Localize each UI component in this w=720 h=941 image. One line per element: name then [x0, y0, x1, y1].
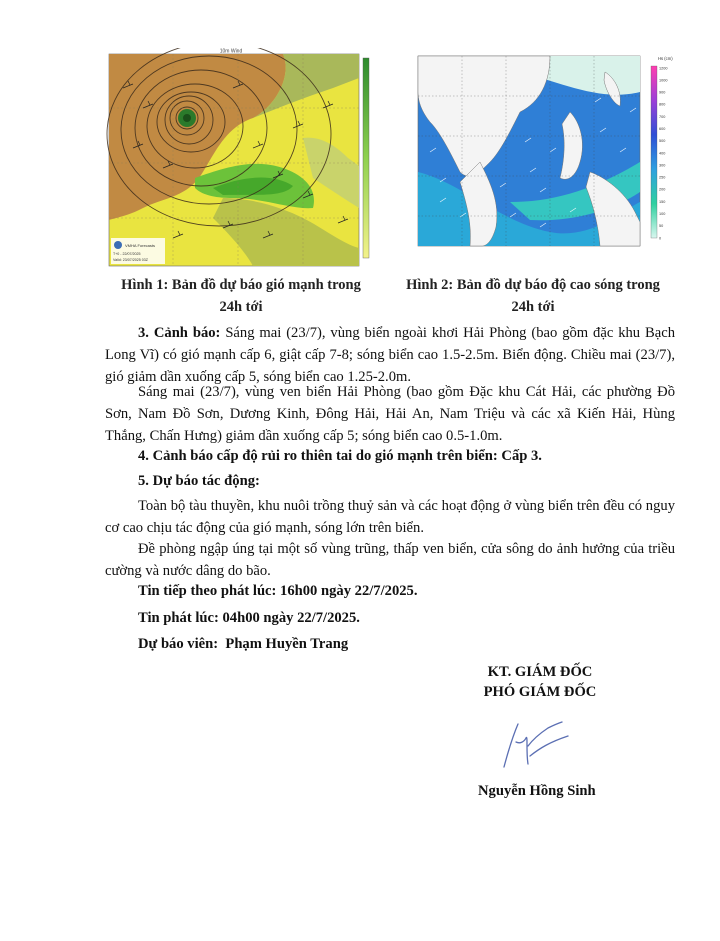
figure1-caption-line1: Hình 1: Bản đồ dự báo gió mạnh trong	[121, 277, 361, 293]
wave-legend-label: 800	[659, 102, 666, 107]
wave-legend-label: 1200	[659, 66, 668, 71]
wave-legend-label: 900	[659, 90, 666, 95]
wind-map-image	[103, 48, 373, 274]
forecaster-line	[105, 633, 675, 655]
wave-legend-header: Hs (cm)	[658, 56, 673, 61]
impact-label: 5. Dự báo tác động:	[138, 473, 260, 489]
wave-height-map-image	[400, 52, 674, 262]
wind-map-title: 10m Wind	[219, 48, 243, 55]
wave-legend-label: 500	[659, 139, 666, 144]
wave-legend-label: 1000	[659, 78, 668, 83]
wind-map-logo-line2: T+0 - 22/07/2025	[113, 252, 141, 256]
signer-name: Nguyễn Hồng Sinh	[478, 783, 596, 799]
wave-legend-label: 150	[659, 199, 666, 204]
wave-legend-label: 600	[659, 127, 666, 131]
figure2-caption-line2: 24h tới	[511, 299, 555, 315]
signature-title-line1: KT. GIÁM ĐỐC	[487, 664, 593, 680]
wave-legend-label: 100	[659, 212, 666, 216]
wind-map-logo-line3: Valid: 23/07/2025 03Z	[113, 258, 148, 262]
wave-legend-label: 300	[659, 163, 666, 168]
forecaster-label: Dự báo viên:	[138, 636, 219, 652]
issued-text: Tin phát lúc: 04h00 ngày 22/7/2025.	[138, 610, 360, 626]
warning-paragraph	[105, 322, 675, 388]
wind-forecast-map	[103, 48, 373, 274]
wind-map-logo-line1: VMHA Forecasts	[125, 243, 156, 248]
next-issue-line	[105, 580, 675, 602]
wave-legend-label: 0	[659, 236, 662, 241]
figure2-caption-line1: Hình 2: Bản đồ dự báo độ cao sóng trong	[406, 277, 660, 293]
risk-level-paragraph	[105, 445, 675, 467]
figure1-caption-line2: 24h tới	[219, 299, 263, 315]
figure2-caption	[388, 274, 678, 318]
forecaster-name: Phạm Huyền Trang	[218, 636, 349, 652]
wave-legend-label: 200	[659, 187, 666, 192]
wave-height-map	[400, 52, 674, 262]
wave-legend-label: 50	[659, 224, 664, 229]
warning-label: 3. Cảnh báo:	[138, 325, 221, 341]
wave-legend-label: 400	[659, 151, 666, 156]
impact-paragraph-2: Đề phòng ngập úng tại một số vùng trũng, thấp ven biển, cửa sông do ảnh hưởng của triều cường và nước dâng do bão.	[105, 541, 675, 579]
handwritten-signature	[490, 712, 580, 772]
issued-line	[105, 607, 675, 629]
wave-legend-label: 700	[659, 114, 666, 119]
signature-title-line2: PHÓ GIÁM ĐỐC	[483, 684, 597, 700]
wave-legend-label: 250	[659, 175, 666, 180]
coastal-paragraph: Sáng mai (23/7), vùng ven biển Hải Phòng (bao gồm Đặc khu Cát Hải, các phường Đồ Sơn, Nam Đồ Sơn, Dương Kinh, Đông Hải, Hải An, Nam Triệu và các xã Kiến Hải, Hùng Thắng, Chấn Hưng) giảm dần xuống cấp 5; sóng biển cao 0.5-1.0m.	[105, 384, 675, 444]
risk-value: Cấp 3.	[497, 448, 542, 464]
warning-text: Sáng mai (23/7), vùng biển ngoài khơi Hải Phòng (bao gồm đặc khu Bạch Long Vĩ) có gió mạnh cấp 6, giật cấp 7-8; sóng biển cao 1.5-2.5m. Biển động. Chiều mai (23/7), gió giảm dần xuống cấp 5, sóng biển cao 1.25-2.0m.	[105, 325, 675, 385]
risk-label: 4. Cảnh báo cấp độ rủi ro thiên tai do gió mạnh trên biển:	[138, 448, 498, 464]
next-issue-text: Tin tiếp theo phát lúc: 16h00 ngày 22/7/2025.	[138, 583, 418, 599]
figure1-caption	[100, 274, 382, 318]
impact-heading	[105, 470, 675, 492]
impact-paragraph-1: Toàn bộ tàu thuyền, khu nuôi trồng thuỷ sản và các hoạt động ở vùng biển trên đều có nguy cơ cao chịu tác động của gió mạnh, sóng lớn trên biển.	[105, 498, 675, 536]
